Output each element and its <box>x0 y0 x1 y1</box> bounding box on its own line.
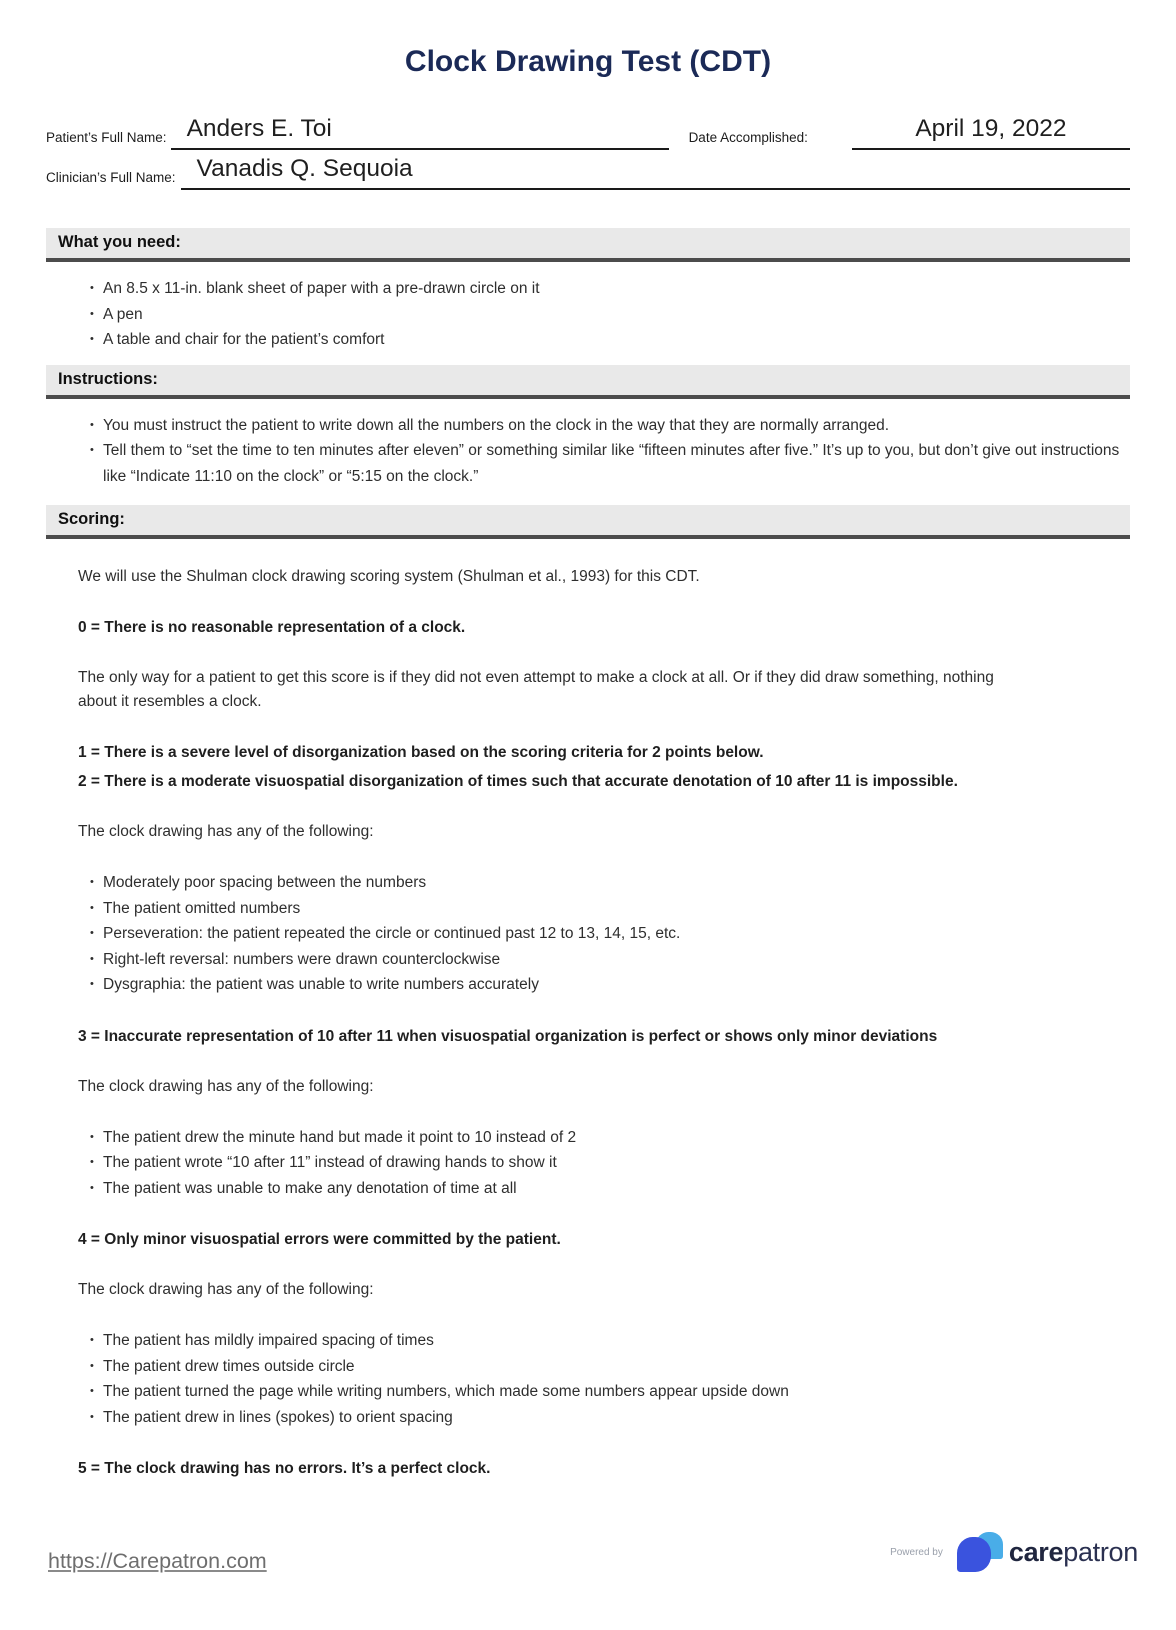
date-accomplished-field[interactable] <box>852 114 1130 150</box>
list-item: • The patient omitted numbers <box>46 896 1056 922</box>
score-2-lead: The clock drawing has any of the following: <box>78 823 374 840</box>
page-title: Clock Drawing Test (CDT) <box>404 45 772 78</box>
list-item: • Moderately poor spacing between the numbers <box>46 870 1056 896</box>
section-heading-what-you-need <box>46 228 1130 262</box>
clinician-name-field[interactable] <box>181 154 1130 190</box>
score-1-heading: 1 = There is a severe level of disorganization based on the scoring criteria for 2 points below. <box>78 744 764 761</box>
clinician-row <box>46 154 1130 190</box>
score-2-heading: 2 = There is a moderate visuospatial disorganization of times such that accurate denotation of 10 after 11 is impossible. <box>78 773 958 790</box>
scoring-intro: We will use the Shulman clock drawing scoring system (Shulman et al., 1993) for this CDT. <box>78 568 700 585</box>
list-item: • The patient drew times outside circle <box>46 1354 1056 1380</box>
list-item: • Tell them to “set the time to ten minutes after eleven” or something similar like “fifteen minutes after five.” It’s up to you, but don’t give out instructions like “Indicate 11:10 on the clock” or “5:15 on the clock.” <box>46 438 1130 489</box>
list-item: • An 8.5 x 11-in. blank sheet of paper with a pre-drawn circle on it <box>46 276 1130 302</box>
section-heading-label: Scoring: <box>58 510 125 528</box>
section-heading-label: Instructions: <box>58 369 158 388</box>
patient-date-row <box>46 114 1130 150</box>
brand-patron: patron <box>1063 1536 1138 1567</box>
list-item: • The patient wrote “10 after 11” instead of drawing hands to show it <box>46 1150 1056 1176</box>
score-3-heading: 3 = Inaccurate representation of 10 after 11 when visuospatial organization is perfect or shows only minor deviations <box>78 1027 938 1045</box>
list-item: • Dysgraphia: the patient was unable to write numbers accurately <box>46 972 1056 998</box>
score-4-list <box>46 1328 1056 1430</box>
what-you-need-list <box>46 276 1130 353</box>
list-item: • Perseveration: the patient repeated the circle or continued past 12 to 13, 14, 15, etc. <box>46 921 1056 947</box>
clinician-name-label: Clinician’s Full Name: <box>46 170 176 185</box>
list-item: • The patient turned the page while writing numbers, which made some numbers appear upside down <box>46 1379 1056 1405</box>
list-item: • The patient drew in lines (spokes) to orient spacing <box>46 1405 1056 1431</box>
carepatron-wordmark <box>1009 1537 1138 1568</box>
section-heading-label: What you need: <box>58 233 181 251</box>
instructions-list <box>46 413 1130 490</box>
date-accomplished-value: April 19, 2022 <box>915 115 1067 142</box>
score-4-lead: The clock drawing has any of the following: <box>78 1281 374 1298</box>
list-item: • Right-left reversal: numbers were drawn counterclockwise <box>46 947 1056 973</box>
patient-name-label: Patient’s Full Name: <box>46 130 167 145</box>
list-item: • You must instruct the patient to write down all the numbers on the clock in the way that they are normally arranged. <box>46 413 1130 439</box>
list-item: • The patient has mildly impaired spacing of times <box>46 1328 1056 1354</box>
score-2-list <box>46 870 1056 998</box>
header-fields <box>46 114 1130 190</box>
date-accomplished-label: Date Accomplished: <box>688 130 808 145</box>
score-5-heading: 5 = The clock drawing has no errors. It’s a perfect clock. <box>78 1460 491 1477</box>
clinician-name-value: Vanadis Q. Sequoia <box>196 155 413 182</box>
powered-by-group <box>890 1532 1138 1572</box>
list-item: • A pen <box>46 302 1130 328</box>
score-0-heading: 0 = There is no reasonable representation of a clock. <box>78 619 466 636</box>
carepatron-link[interactable]: https://Carepatron.com <box>48 1549 267 1573</box>
score-4-heading: 4 = Only minor visuospatial errors were committed by the patient. <box>78 1231 561 1248</box>
list-item: • The patient drew the minute hand but made it point to 10 instead of 2 <box>46 1125 1056 1151</box>
score-3-lead: The clock drawing has any of the following: <box>78 1077 374 1095</box>
patient-name-value: Anders E. Toi <box>186 115 332 142</box>
section-heading-instructions <box>46 365 1130 399</box>
list-item: • A table and chair for the patient’s comfort <box>46 327 1130 353</box>
carepatron-logo-icon <box>957 1532 1005 1572</box>
brand-care: care <box>1008 1536 1064 1567</box>
patient-name-field[interactable] <box>171 114 669 150</box>
score-0-description: The only way for a patient to get this score is if they did not even attempt to make a clock at all. Or if they did draw something, nothing about it resembles a clock. <box>78 669 994 710</box>
section-heading-scoring <box>46 505 1130 539</box>
scoring-body <box>46 565 1056 1481</box>
list-item: • The patient was unable to make any denotation of time at all <box>46 1176 1056 1202</box>
logo-dark-bubble <box>957 1537 991 1572</box>
score-3-list <box>46 1125 1056 1202</box>
powered-by-label: Powered by <box>890 1546 943 1558</box>
